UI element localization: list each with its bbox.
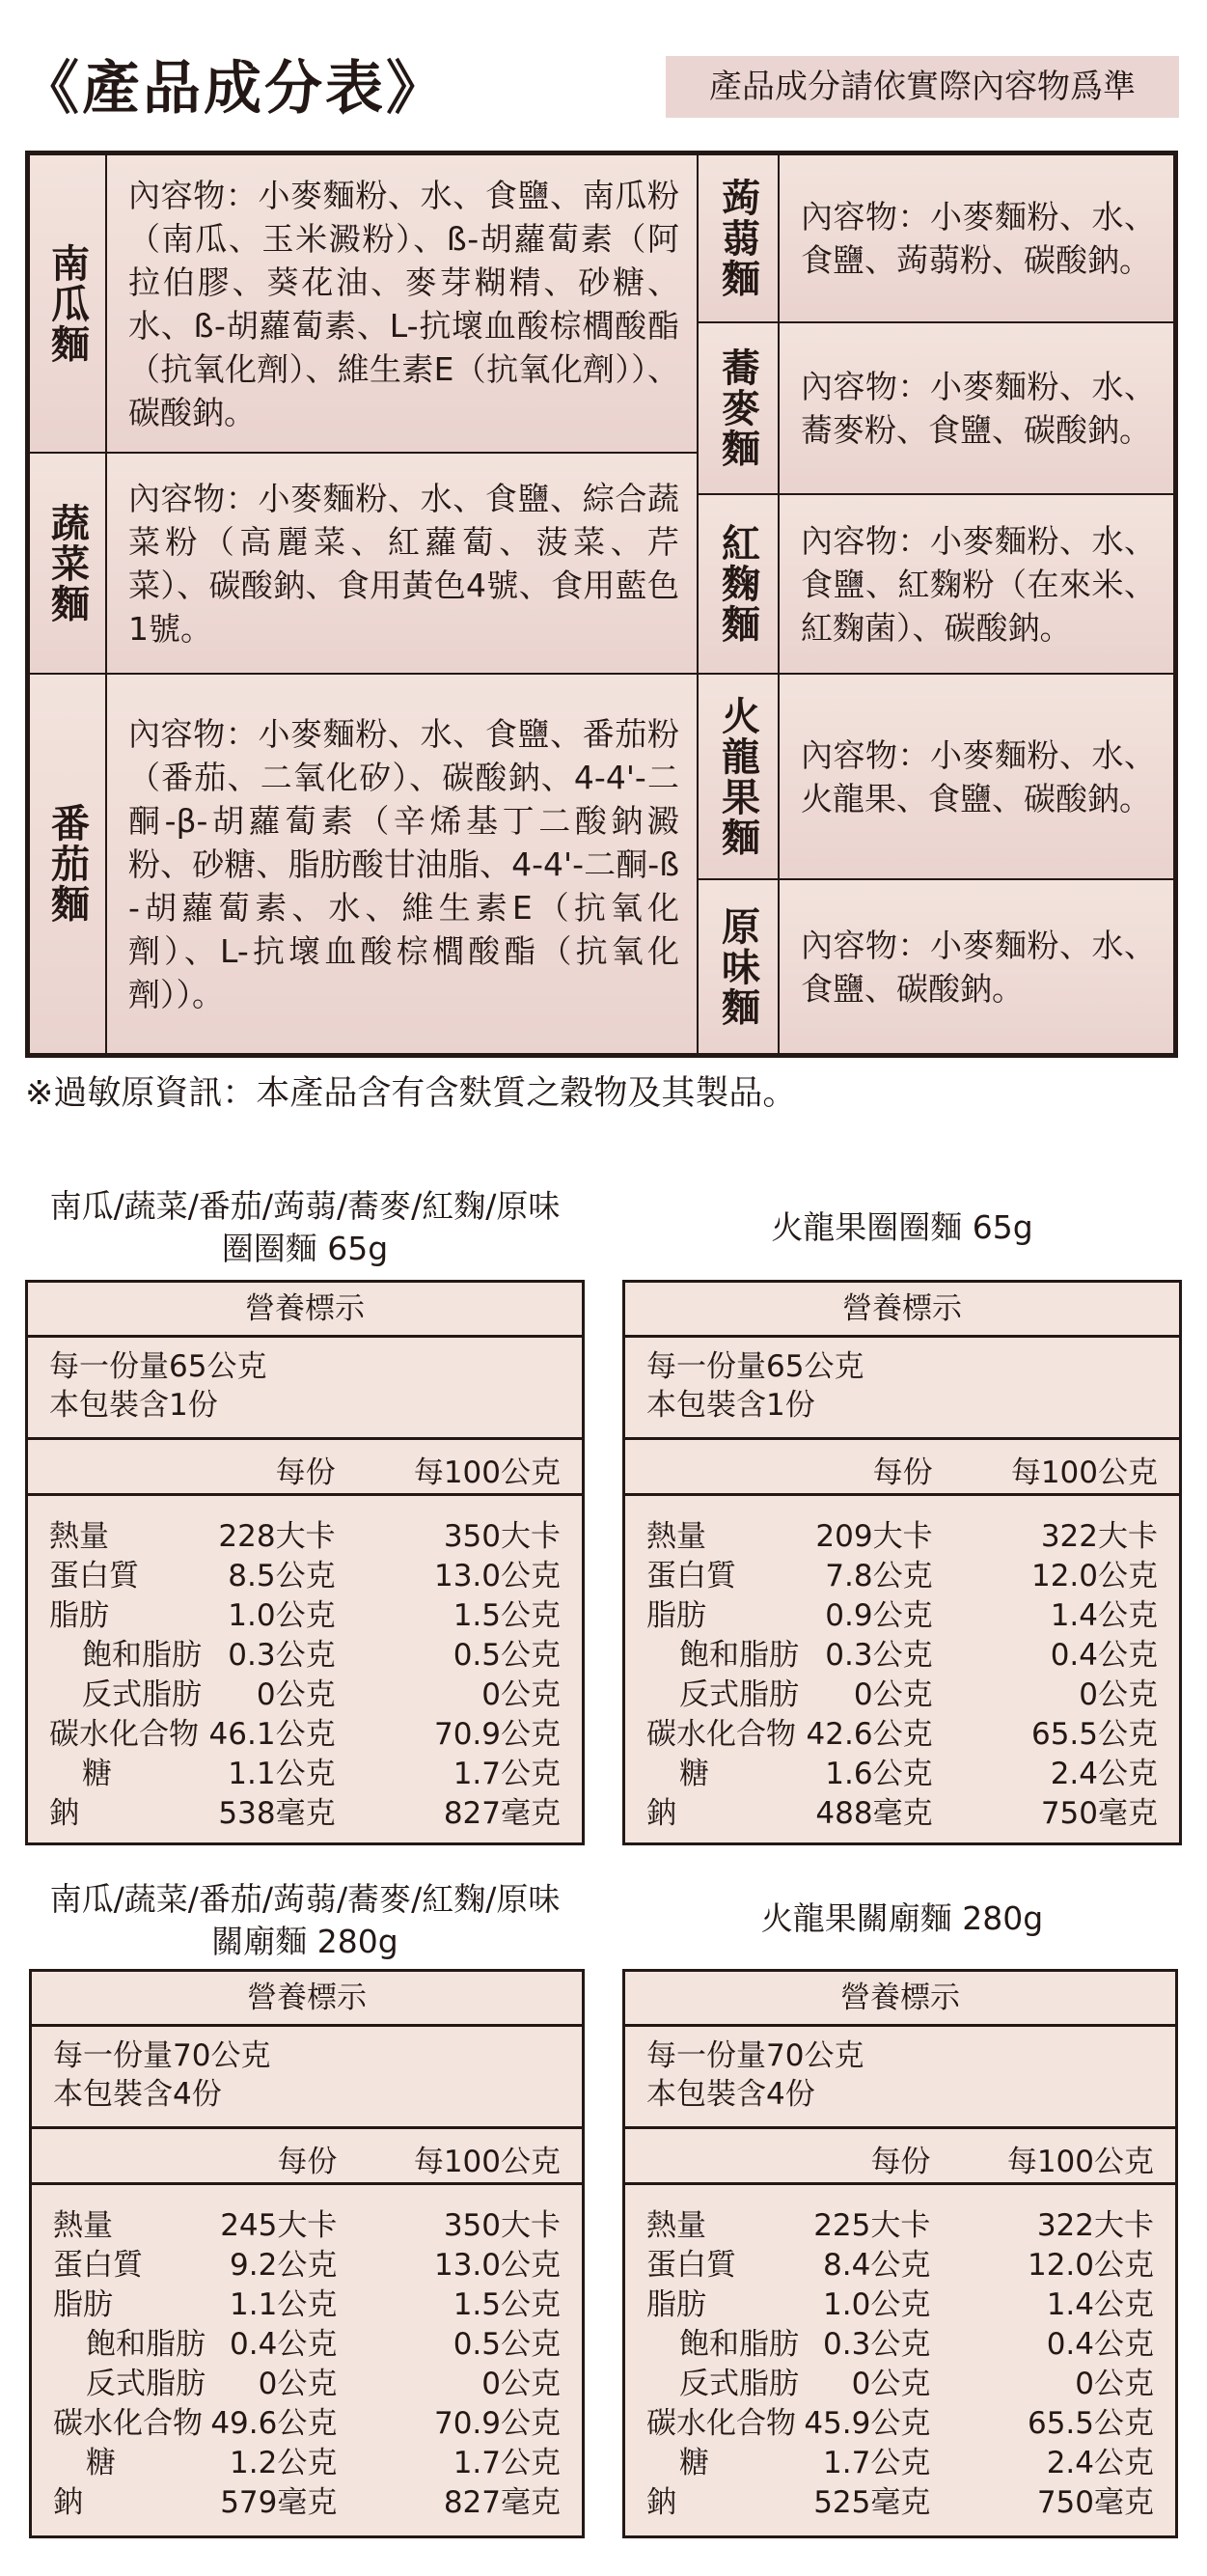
- nutrient-row: [32, 2365, 582, 2403]
- nutrient-row: [625, 1794, 1179, 1833]
- nutrient-per-100g: 70.9公克: [433, 2406, 561, 2441]
- nutrient-row: [28, 1517, 582, 1556]
- nutrient-per-100g: 350大卡: [443, 1519, 561, 1554]
- nutrient-row: [28, 1794, 582, 1833]
- nutrient-row: [625, 1596, 1179, 1635]
- nutrient-per-serving: 525毫克: [813, 2485, 931, 2520]
- ingredient-name-tomato: 番茄麵: [28, 673, 107, 1055]
- nutrient-row: [32, 2246, 582, 2285]
- serving-info: [32, 2027, 582, 2129]
- nutrient-per-100g: 13.0公克: [433, 2248, 561, 2283]
- page-title: 《產品成分表》: [21, 55, 447, 123]
- panel-title: 營養標示: [625, 1283, 1179, 1338]
- nutrient-label: 熱量: [646, 1519, 706, 1554]
- nutrient-row: [625, 2404, 1175, 2443]
- nutrient-row: [32, 2325, 582, 2364]
- nutrient-label: 糖: [82, 1757, 112, 1791]
- nutrient-per-serving: 488毫克: [815, 1796, 933, 1831]
- nutrient-label: 熱量: [53, 2208, 113, 2243]
- nutrient-row: [625, 1676, 1179, 1714]
- panel-heading-line2: 圈圈麵 65g: [221, 1230, 389, 1267]
- panel-heading: [25, 1185, 585, 1270]
- nutrient-per-serving: 1.1公克: [228, 1757, 336, 1791]
- column-per-serving: 每份: [277, 2145, 338, 2179]
- nutrient-label: 蛋白質: [646, 2248, 736, 2283]
- panel-heading-line1: 火龍果圈圈麵 65g: [771, 1208, 1033, 1246]
- nutrient-row: [28, 1557, 582, 1595]
- nutrient-per-serving: 0.3公克: [825, 1638, 933, 1673]
- nutrient-per-serving: 46.1公克: [208, 1717, 336, 1752]
- nutrient-row: [625, 1557, 1179, 1595]
- nutrient-per-serving: 0公克: [853, 1677, 933, 1712]
- servings-per-package: 本包裝含1份: [646, 1388, 815, 1423]
- panel-heading-line1: 火龍果關廟麵 280g: [760, 1899, 1044, 1937]
- nutrient-label: 碳水化合物: [49, 1717, 199, 1752]
- nutrient-label: 飽和脂肪: [82, 1638, 202, 1673]
- nutrient-per-100g: 827毫克: [443, 2485, 561, 2520]
- serving-info: [28, 1338, 582, 1440]
- nutrient-label: 脂肪: [646, 1598, 706, 1633]
- nutrient-per-serving: 0.9公克: [825, 1598, 933, 1633]
- nutrient-per-100g: 0.5公克: [453, 1638, 561, 1673]
- nutrient-per-100g: 0公克: [481, 1677, 561, 1712]
- nutrient-label: 飽和脂肪: [679, 2327, 799, 2362]
- nutrient-per-100g: 350大卡: [443, 2208, 561, 2243]
- ingredient-name-konjac: 蒟蒻麵: [697, 153, 780, 323]
- nutrient-label: 蛋白質: [646, 1559, 736, 1593]
- nutrient-per-100g: 13.0公克: [433, 1559, 561, 1593]
- column-headers: [625, 1440, 1179, 1496]
- nutrient-row: [625, 1517, 1179, 1556]
- nutrient-per-100g: 322大卡: [1036, 2208, 1154, 2243]
- nutrient-row: [28, 1715, 582, 1754]
- allergen-info: ※過敏原資訊：本產品含有含麩質之穀物及其製品。: [25, 1074, 797, 1113]
- ingredient-name-red-yeast: 紅麴麵: [697, 493, 780, 675]
- nutrient-label: 碳水化合物: [646, 2406, 796, 2441]
- panel-title: 營養標示: [625, 1972, 1175, 2027]
- nutrient-label: 鈉: [53, 2485, 83, 2520]
- column-per-serving: 每份: [872, 1455, 933, 1490]
- nutrient-per-serving: 0.4公克: [230, 2327, 338, 2362]
- nutrient-row: [32, 2206, 582, 2245]
- nutrient-per-100g: 750毫克: [1036, 2485, 1154, 2520]
- nutrient-per-serving: 8.5公克: [228, 1559, 336, 1593]
- nutrient-label: 脂肪: [53, 2287, 113, 2322]
- ingredient-text-original: 內容物：小麥麵粉、水、食鹽、碳酸鈉。: [778, 878, 1175, 1055]
- nutrient-per-100g: 70.9公克: [433, 1717, 561, 1752]
- nutrient-label: 糖: [679, 2446, 709, 2480]
- nutrient-row: [625, 2246, 1175, 2285]
- nutrient-per-serving: 0公克: [851, 2367, 931, 2401]
- ingredient-text-dragon-fruit: 內容物：小麥麵粉、水、火龍果、食鹽、碳酸鈉。: [778, 673, 1175, 880]
- nutrient-per-100g: 0公克: [1079, 1677, 1158, 1712]
- nutrient-per-100g: 1.7公克: [453, 2446, 561, 2480]
- nutrient-per-serving: 1.0公克: [228, 1598, 336, 1633]
- nutrient-rows: [625, 2185, 1175, 2535]
- nutrient-per-serving: 1.7公克: [823, 2446, 931, 2480]
- nutrient-per-100g: 0公克: [1075, 2367, 1154, 2401]
- nutrient-per-serving: 0.3公克: [228, 1638, 336, 1673]
- nutrient-per-100g: 12.0公克: [1030, 1559, 1158, 1593]
- nutrient-label: 碳水化合物: [646, 1717, 796, 1752]
- nutrient-per-serving: 0.3公克: [823, 2327, 931, 2362]
- nutrient-per-100g: 65.5公克: [1030, 1717, 1158, 1752]
- nutrient-row: [28, 1676, 582, 1714]
- ingredient-text-pumpkin: 內容物：小麥麵粉、水、食鹽、南瓜粉（南瓜、玉米澱粉）、ß-胡蘿蔔素（阿拉伯膠、葵花油、麥芽糊精、砂糖、水、ß-胡蘿蔔素、L-抗壞血酸棕櫚酸酯（抗氧化劑）、維生素E（抗氧化劑））、碳酸鈉。: [105, 153, 699, 454]
- ingredient-name-vegetable: 蔬菜麵: [28, 452, 107, 675]
- nutrient-row: [625, 1636, 1179, 1675]
- column-per-100g: 每100公克: [1010, 1455, 1158, 1490]
- ingredient-name-buckwheat: 蕎麥麵: [697, 321, 780, 495]
- nutrient-label: 碳水化合物: [53, 2406, 203, 2441]
- nutrient-label: 熱量: [49, 1519, 109, 1554]
- servings-per-package: 本包裝含4份: [53, 2077, 222, 2112]
- nutrient-row: [625, 2285, 1175, 2324]
- column-per-serving: 每份: [275, 1455, 336, 1490]
- panel-heading: [25, 1878, 585, 1963]
- nutrient-per-serving: 45.9公克: [804, 2406, 931, 2441]
- nutrient-per-serving: 7.8公克: [825, 1559, 933, 1593]
- disclaimer-note: 產品成分請依實際內容物爲準: [666, 56, 1179, 118]
- nutrient-row: [32, 2404, 582, 2443]
- ingredient-text-red-yeast: 內容物：小麥麵粉、水、食鹽、紅麴粉（在來米、紅麴菌）、碳酸鈉。: [778, 493, 1175, 675]
- nutrient-row: [625, 2365, 1175, 2403]
- ingredient-text-konjac: 內容物：小麥麵粉、水、食鹽、蒟蒻粉、碳酸鈉。: [778, 153, 1175, 323]
- nutrient-label: 反式脂肪: [679, 2367, 799, 2401]
- column-headers: [625, 2129, 1175, 2185]
- nutrient-label: 鈉: [646, 1796, 676, 1831]
- nutrient-per-100g: 322大卡: [1040, 1519, 1158, 1554]
- serving-size: 每一份量70公克: [53, 2038, 271, 2073]
- ingredients-table: [25, 151, 1178, 1058]
- nutrient-label: 脂肪: [49, 1598, 109, 1633]
- ingredient-name-pumpkin: 南瓜麵: [28, 153, 107, 454]
- nutrient-per-serving: 1.1公克: [230, 2287, 338, 2322]
- nutrient-row: [625, 1715, 1179, 1754]
- ingredient-text-buckwheat: 內容物：小麥麵粉、水、蕎麥粉、食鹽、碳酸鈉。: [778, 321, 1175, 495]
- column-headers: [28, 1440, 582, 1496]
- nutrient-label: 蛋白質: [53, 2248, 143, 2283]
- nutrient-row: [625, 2483, 1175, 2522]
- nutrient-per-100g: 750毫克: [1040, 1796, 1158, 1831]
- nutrient-per-100g: 1.5公克: [453, 1598, 561, 1633]
- nutrient-rows: [32, 2185, 582, 2535]
- serving-size: 每一份量65公克: [646, 1349, 864, 1384]
- nutrient-per-100g: 0公克: [481, 2367, 561, 2401]
- nutrient-per-100g: 65.5公克: [1027, 2406, 1154, 2441]
- panel-heading-line1: 南瓜/蔬菜/番茄/蒟蒻/蕎麥/紅麴/原味: [49, 1880, 561, 1918]
- nutrient-row: [28, 1755, 582, 1793]
- nutrient-row: [625, 2325, 1175, 2364]
- nutrient-per-serving: 538毫克: [218, 1796, 336, 1831]
- nutrient-label: 鈉: [49, 1796, 79, 1831]
- nutrient-label: 熱量: [646, 2208, 706, 2243]
- nutrient-label: 糖: [679, 1757, 709, 1791]
- serving-info: [625, 1338, 1179, 1440]
- serving-size: 每一份量65公克: [49, 1349, 267, 1384]
- serving-info: [625, 2027, 1175, 2129]
- nutrient-label: 蛋白質: [49, 1559, 139, 1593]
- nutrient-per-serving: 8.4公克: [823, 2248, 931, 2283]
- nutrient-row: [625, 2206, 1175, 2245]
- nutrient-per-serving: 42.6公克: [806, 1717, 933, 1752]
- column-per-100g: 每100公克: [413, 2145, 561, 2179]
- nutrient-per-100g: 0.4公克: [1046, 2327, 1154, 2362]
- nutrient-per-100g: 12.0公克: [1027, 2248, 1154, 2283]
- nutrient-row: [32, 2483, 582, 2522]
- nutrition-panel: [29, 1969, 585, 2538]
- nutrient-per-100g: 1.4公克: [1050, 1598, 1158, 1633]
- column-per-100g: 每100公克: [413, 1455, 561, 1490]
- nutrient-label: 飽和脂肪: [86, 2327, 206, 2362]
- nutrient-per-serving: 1.6公克: [825, 1757, 933, 1791]
- nutrient-per-serving: 225大卡: [813, 2208, 931, 2243]
- nutrient-per-100g: 0.4公克: [1050, 1638, 1158, 1673]
- nutrition-panel: [622, 1280, 1182, 1845]
- nutrient-per-100g: 1.7公克: [453, 1757, 561, 1791]
- panel-heading-line2: 關廟麵 280g: [211, 1923, 398, 1960]
- panel-heading: [622, 1897, 1182, 1940]
- nutrient-row: [32, 2444, 582, 2482]
- nutrient-per-100g: 827毫克: [443, 1796, 561, 1831]
- serving-size: 每一份量70公克: [646, 2038, 864, 2073]
- nutrition-panel: [622, 1969, 1178, 2538]
- nutrient-per-100g: 1.5公克: [453, 2287, 561, 2322]
- nutrient-row: [28, 1596, 582, 1635]
- servings-per-package: 本包裝含1份: [49, 1388, 218, 1423]
- nutrient-per-serving: 9.2公克: [230, 2248, 338, 2283]
- nutrient-per-serving: 0公克: [256, 1677, 336, 1712]
- nutrient-rows: [625, 1496, 1179, 1842]
- servings-per-package: 本包裝含4份: [646, 2077, 815, 2112]
- ingredient-text-tomato: 內容物：小麥麵粉、水、食鹽、番茄粉（番茄、二氧化矽）、碳酸鈉、4-4'-二酮-β-胡蘿蔔素（辛烯基丁二酸鈉澱粉、砂糖、脂肪酸甘油脂、4-4'-二酮-ß-胡蘿蔔素、水、維生素E（抗氧化劑）、L-抗壞血酸棕櫚酸酯（抗氧化劑））。: [105, 673, 699, 1055]
- nutrient-per-100g: 2.4公克: [1050, 1757, 1158, 1791]
- nutrient-label: 反式脂肪: [86, 2367, 206, 2401]
- column-per-100g: 每100公克: [1006, 2145, 1154, 2179]
- nutrition-panel: [25, 1280, 585, 1845]
- panel-title: 營養標示: [32, 1972, 582, 2027]
- nutrient-row: [625, 1755, 1179, 1793]
- nutrient-label: 反式脂肪: [82, 1677, 202, 1712]
- nutrient-per-serving: 228大卡: [218, 1519, 336, 1554]
- nutrient-per-serving: 245大卡: [220, 2208, 338, 2243]
- column-per-serving: 每份: [870, 2145, 931, 2179]
- ingredient-text-vegetable: 內容物：小麥麵粉、水、食鹽、綜合蔬菜粉（高麗菜、紅蘿蔔、菠菜、芹菜）、碳酸鈉、食用黃色4號、食用藍色1號。: [105, 452, 699, 675]
- nutrient-row: [32, 2285, 582, 2324]
- nutrient-per-serving: 1.2公克: [230, 2446, 338, 2480]
- nutrient-row: [28, 1636, 582, 1675]
- column-headers: [32, 2129, 582, 2185]
- nutrient-per-serving: 579毫克: [220, 2485, 338, 2520]
- nutrient-label: 飽和脂肪: [679, 1638, 799, 1673]
- nutrient-label: 鈉: [646, 2485, 676, 2520]
- nutrient-per-100g: 1.4公克: [1046, 2287, 1154, 2322]
- ingredient-name-dragon-fruit: 火龍果麵: [697, 673, 780, 880]
- nutrient-per-serving: 209大卡: [815, 1519, 933, 1554]
- nutrient-rows: [28, 1496, 582, 1842]
- nutrient-label: 脂肪: [646, 2287, 706, 2322]
- nutrient-per-100g: 2.4公克: [1046, 2446, 1154, 2480]
- panel-heading-line1: 南瓜/蔬菜/番茄/蒟蒻/蕎麥/紅麴/原味: [49, 1187, 561, 1225]
- ingredient-name-original: 原味麵: [697, 878, 780, 1055]
- nutrient-label: 反式脂肪: [679, 1677, 799, 1712]
- panel-title: 營養標示: [28, 1283, 582, 1338]
- nutrient-per-serving: 1.0公克: [823, 2287, 931, 2322]
- nutrient-row: [625, 2444, 1175, 2482]
- nutrient-per-serving: 49.6公克: [210, 2406, 338, 2441]
- nutrient-label: 糖: [86, 2446, 116, 2480]
- nutrient-per-serving: 0公克: [258, 2367, 338, 2401]
- panel-heading: [622, 1206, 1182, 1249]
- nutrient-per-100g: 0.5公克: [453, 2327, 561, 2362]
